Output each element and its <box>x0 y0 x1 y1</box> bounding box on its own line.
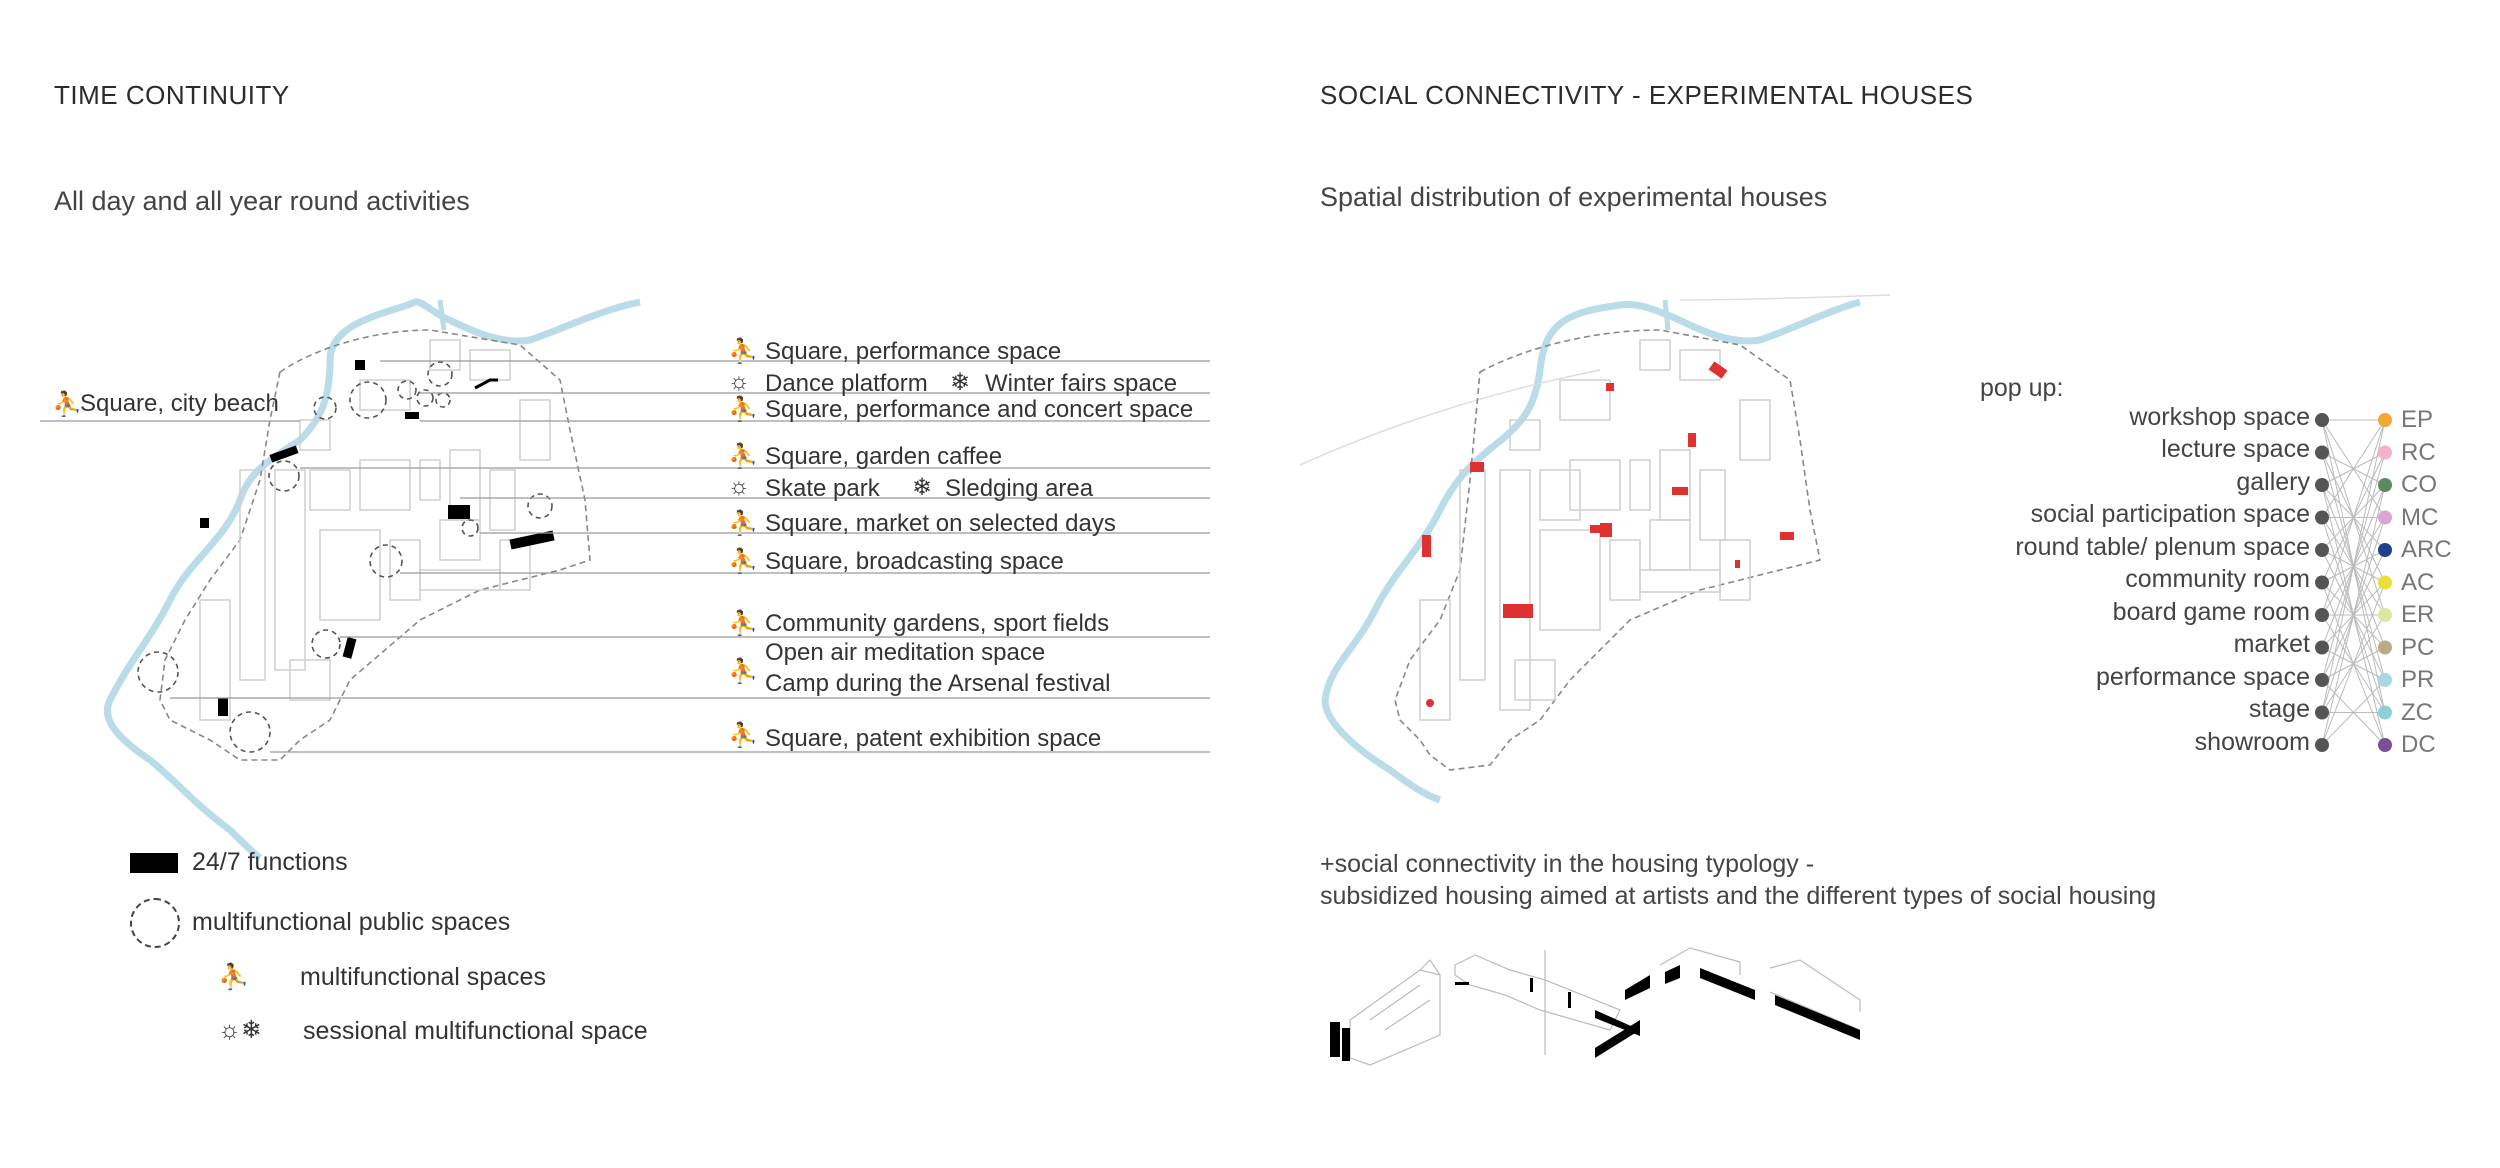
popup-code-label: ER <box>2401 601 2435 628</box>
popup-code-label: AC <box>2401 568 2435 596</box>
housing-note-1: +social connectivity in the housing typology - <box>1320 850 1815 878</box>
legend-sun-snow-icon: ☼❄ <box>218 1016 262 1044</box>
person-icon: ⛹ <box>728 610 758 637</box>
callout-sledging: Sledging area <box>945 475 1094 502</box>
callout-patent: Square, patent exhibition space <box>765 725 1102 752</box>
snowflake-icon: ❄ <box>950 369 971 396</box>
person-icon: ⛹ <box>728 396 758 423</box>
snowflake-icon: ❄ <box>912 474 933 501</box>
popup-space: round table/ plenum space <box>2015 533 2310 561</box>
popup-space: lecture space <box>2161 435 2310 463</box>
housing-note-2: subsidized housing aimed at artists and the different types of social housing <box>1320 882 2157 910</box>
left-title: TIME CONTINUITY <box>54 80 290 110</box>
popup-space: market <box>2233 630 2310 658</box>
popup-space: workshop space <box>2129 403 2310 431</box>
popup-heading: pop up: <box>1980 374 2064 402</box>
callout-camp: Camp during the Arsenal festival <box>765 670 1111 697</box>
person-icon: ⛹ <box>728 658 758 685</box>
callout-market: Square, market on selected days <box>765 510 1116 537</box>
popup-space: board game room <box>2112 598 2310 626</box>
popup-code-label: DC <box>2401 731 2436 758</box>
sun-icon: ☼ <box>728 368 750 395</box>
legend-spaces: multifunctional spaces <box>300 963 546 991</box>
callout-garden-caffee: Square, garden caffee <box>765 443 1003 470</box>
popup-code-label: MC <box>2401 503 2439 531</box>
popup-code-label: PR <box>2401 666 2435 693</box>
right-subtitle: Spatial distribution of experimental houses <box>1320 182 1828 212</box>
callout-skate: Skate park <box>765 475 880 502</box>
popup-code-label: PC <box>2401 633 2435 661</box>
sun-icon: ☼ <box>728 473 750 500</box>
callout-performance: Square, performance space <box>765 338 1062 365</box>
popup-code-label: CO <box>2401 471 2437 498</box>
person-icon: ⛹ <box>728 722 758 749</box>
person-icon: ⛹ <box>728 510 758 537</box>
popup-code-label: EP <box>2401 406 2434 433</box>
callout-concert: Square, performance and concert space <box>765 396 1194 423</box>
callout-broadcasting: Square, broadcasting space <box>765 548 1064 575</box>
popup-space: social participation space <box>2030 500 2310 528</box>
popup-code-label: ZC <box>2401 698 2433 726</box>
callout-gardens: Community gardens, sport fields <box>765 610 1110 637</box>
person-icon: ⛹ <box>728 338 758 365</box>
popup-space: showroom <box>2194 728 2310 756</box>
callout-dance: Dance platform <box>765 370 928 397</box>
popup-space: performance space <box>2095 663 2310 691</box>
person-icon: ⛹ <box>728 548 758 575</box>
popup-space: gallery <box>2236 468 2310 496</box>
left-subtitle: All day and all year round activities <box>54 186 470 216</box>
legend-sessional: sessional multifunctional space <box>303 1017 648 1045</box>
popup-space: stage <box>2248 695 2310 723</box>
callout-winter-fairs: Winter fairs space <box>985 370 1178 397</box>
legend-public-spaces: multifunctional public spaces <box>192 908 511 936</box>
callout-meditation: Open air meditation space <box>765 639 1046 666</box>
legend-person-icon: ⛹ <box>218 963 250 991</box>
popup-code-label: ARC <box>2401 536 2452 563</box>
legend-247: 24/7 functions <box>192 848 348 876</box>
icon-person-city-beach: ⛹ <box>52 391 82 418</box>
person-icon: ⛹ <box>728 443 758 470</box>
popup-code-label: RC <box>2401 438 2436 466</box>
right-title: SOCIAL CONNECTIVITY - EXPERIMENTAL HOUSES <box>1320 80 1974 110</box>
popup-space: community room <box>2125 565 2310 593</box>
callout-city-beach: Square, city beach <box>80 390 279 417</box>
